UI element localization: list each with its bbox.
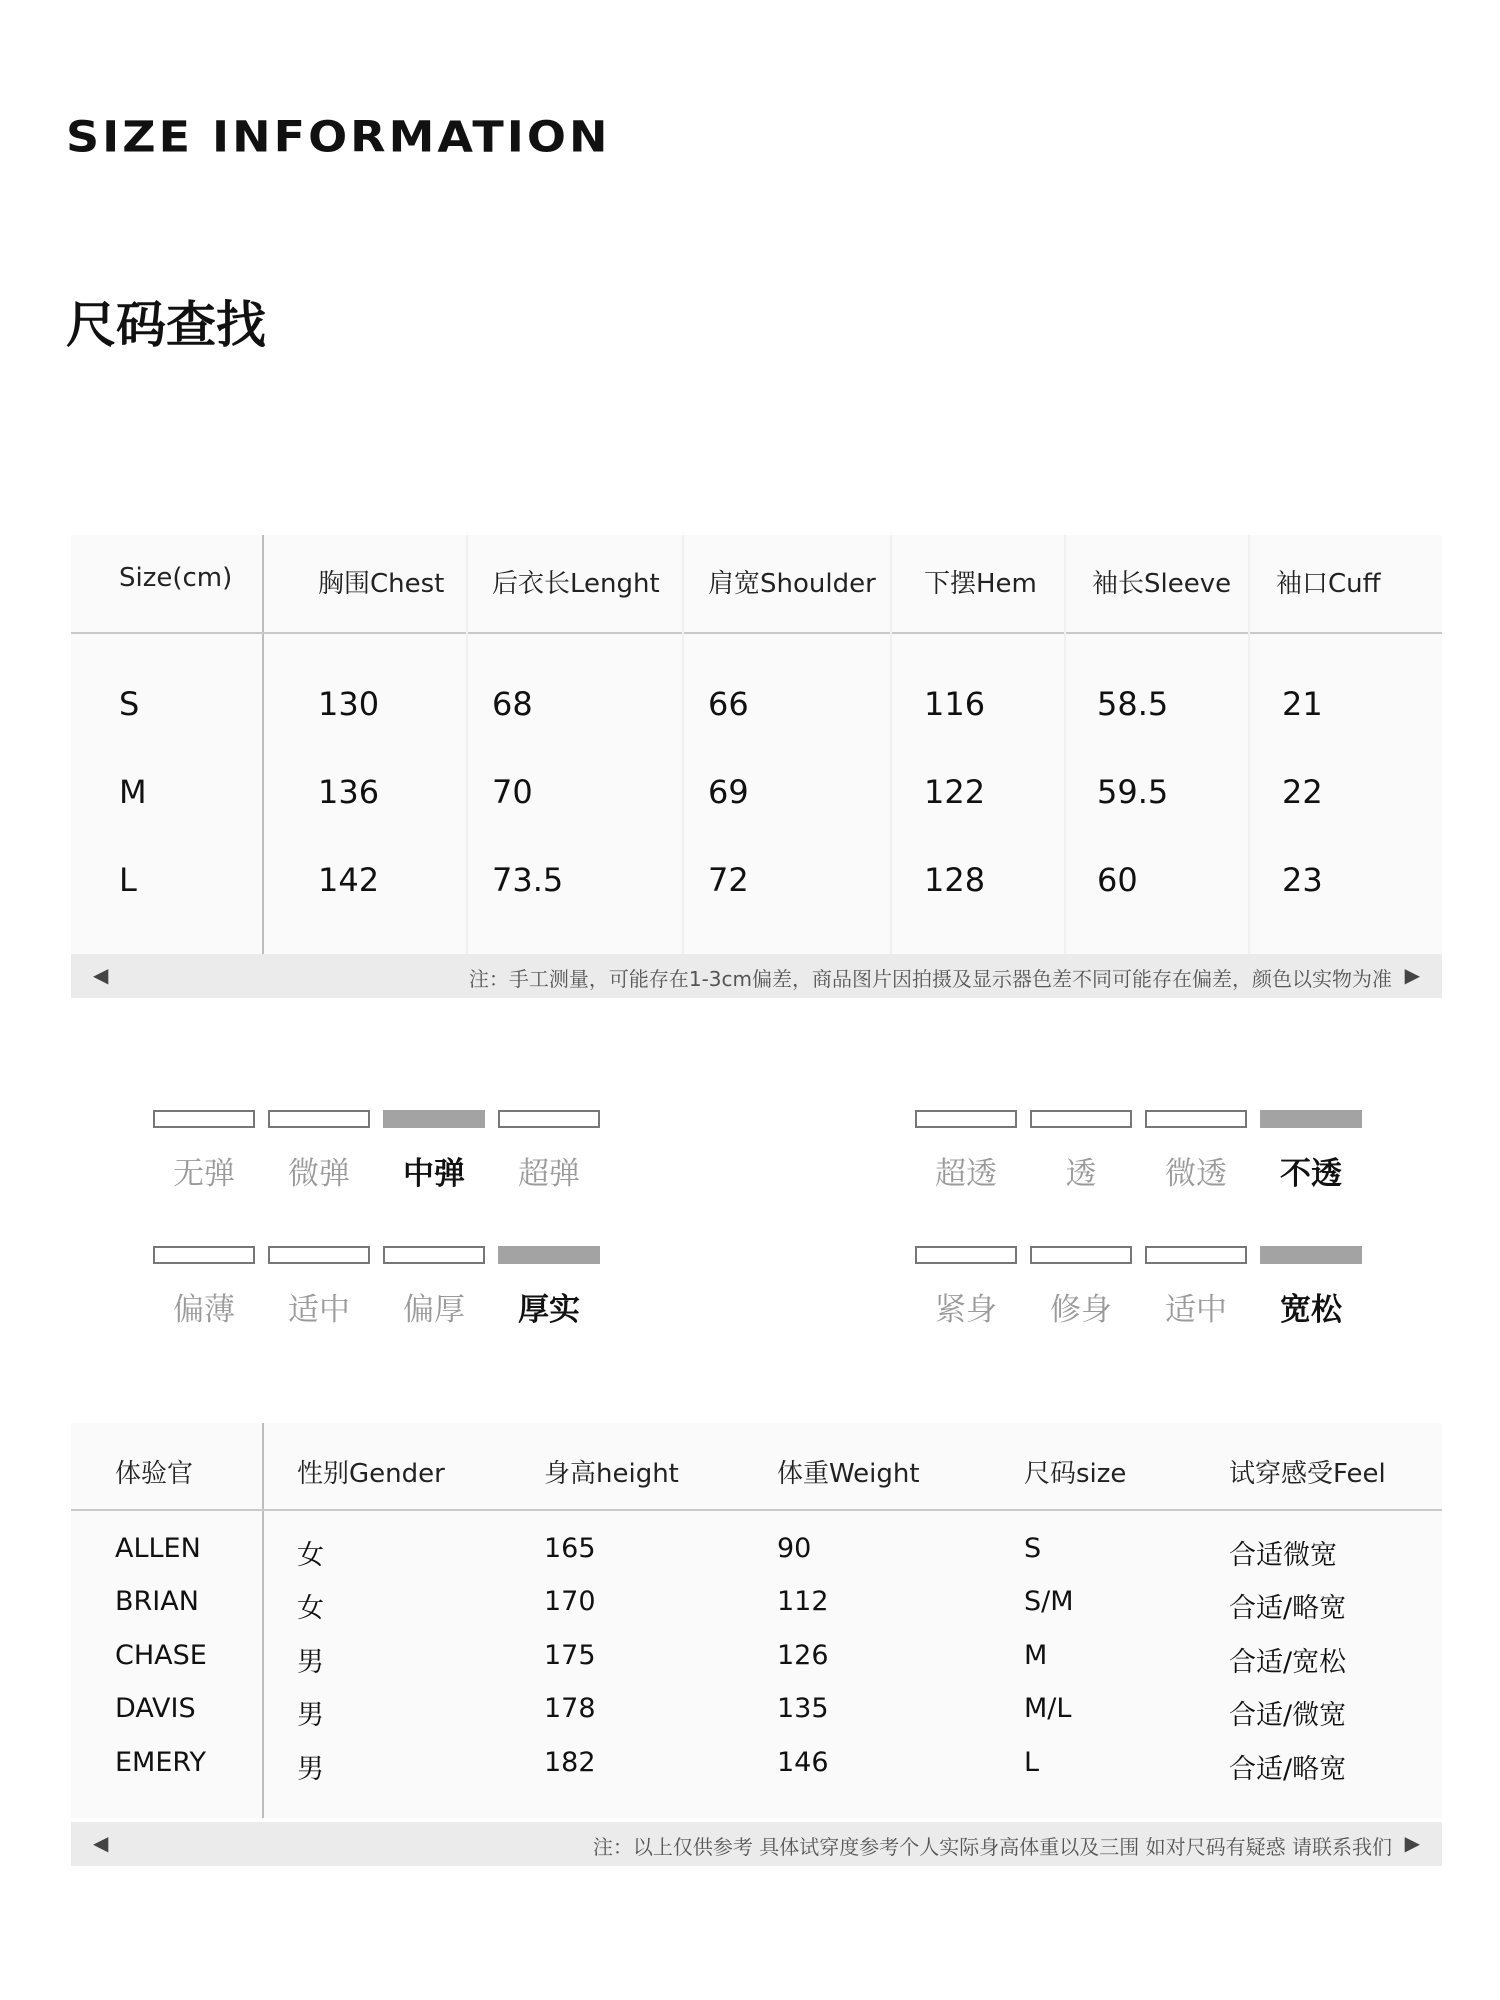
table-cell: 合适/宽松 — [1229, 1647, 1347, 1678]
scale-label: 透 — [1065, 1156, 1097, 1192]
table-cell: M — [119, 773, 147, 811]
table-cell: 182 — [544, 1747, 596, 1778]
scale-label: 偏厚 — [403, 1292, 465, 1328]
table-cell: 136 — [318, 773, 380, 811]
table-cell: 70 — [492, 773, 533, 811]
feel-col-header: 试穿感受Feel — [1229, 1459, 1386, 1489]
height-col-header: 身高height — [544, 1459, 679, 1489]
scale-label: 修身 — [1050, 1292, 1112, 1328]
length-col-header: 后衣长Lenght — [492, 569, 660, 599]
table-cell: L — [119, 861, 137, 899]
scale-segment — [1145, 1246, 1247, 1264]
table-cell: 142 — [318, 861, 380, 899]
table-cell: L — [1024, 1747, 1040, 1778]
table-cell: 69 — [708, 773, 749, 811]
chest-col-header: 胸围Chest — [318, 569, 445, 599]
table-cell: 126 — [777, 1640, 829, 1671]
size-note-text: 注：手工测量，可能存在1-3cm偏差，商品图片因拍摄及显示器色差不同可能存在偏差，颜色以实物为准 — [468, 967, 1392, 991]
table-cell: 178 — [544, 1693, 596, 1724]
size-table — [71, 535, 1442, 955]
table-cell: S/M — [1024, 1586, 1074, 1617]
table-cell: 73.5 — [492, 861, 564, 899]
table-cell: 女 — [297, 1540, 324, 1571]
size-col-header: 尺码size — [1024, 1459, 1127, 1489]
scale-label: 无弹 — [173, 1156, 235, 1192]
tester-name: BRIAN — [115, 1586, 199, 1617]
scale-label: 宽松 — [1280, 1292, 1342, 1328]
scale-segment — [1260, 1110, 1362, 1128]
hem-col-header: 下摆Hem — [924, 569, 1037, 599]
table-cell: 合适/微宽 — [1229, 1700, 1347, 1731]
scale-segment — [153, 1246, 255, 1264]
table-cell: 60 — [1097, 861, 1138, 899]
scale-segment — [268, 1246, 370, 1264]
scale-segment — [1030, 1110, 1132, 1128]
table-cell: 合适/略宽 — [1229, 1593, 1347, 1624]
arrow-left-icon[interactable]: ◀ — [93, 1831, 109, 1855]
tester-name: DAVIS — [115, 1693, 196, 1724]
page-headline: SIZE INFORMATION — [66, 112, 611, 162]
size-col-header: Size(cm) — [119, 563, 233, 593]
table-cell: 146 — [777, 1747, 829, 1778]
table-cell: 合适微宽 — [1229, 1540, 1337, 1571]
scale-segment — [383, 1110, 485, 1128]
scale-segment — [498, 1246, 600, 1264]
scale-label: 厚实 — [518, 1292, 580, 1328]
table-cell: M/L — [1024, 1693, 1072, 1724]
table-cell: 116 — [924, 685, 986, 723]
scale-label: 适中 — [288, 1292, 350, 1328]
scale-segment — [1030, 1246, 1132, 1264]
table-cell: S — [1024, 1533, 1042, 1564]
scale-label: 适中 — [1165, 1292, 1227, 1328]
tester-note-bar[interactable] — [71, 1822, 1442, 1866]
table-cell: 23 — [1282, 861, 1323, 899]
scale-label: 超透 — [935, 1156, 997, 1192]
scale-segment — [915, 1246, 1017, 1264]
tester-note-text: 注：以上仅供参考 具体试穿度参考个人实际身高体重以及三围 如对尺码有疑惑 请联系我们 — [592, 1835, 1392, 1859]
scale-segment — [153, 1110, 255, 1128]
table-cell: 72 — [708, 861, 749, 899]
tester-col-header: 体验官 — [115, 1459, 194, 1489]
table-cell: 112 — [777, 1586, 829, 1617]
table-cell: 66 — [708, 685, 749, 723]
scale-segment — [1260, 1246, 1362, 1264]
table-cell: 122 — [924, 773, 986, 811]
scale-segment — [1145, 1110, 1247, 1128]
scale-label: 超弹 — [518, 1156, 580, 1192]
arrow-left-icon[interactable]: ◀ — [93, 963, 109, 987]
tester-name: CHASE — [115, 1640, 207, 1671]
table-cell: 58.5 — [1097, 685, 1169, 723]
scale-label: 不透 — [1280, 1156, 1342, 1192]
table-cell: 男 — [297, 1754, 324, 1785]
table-cell: M — [1024, 1640, 1048, 1671]
cuff-col-header: 袖口Cuff — [1276, 569, 1381, 599]
table-cell: 22 — [1282, 773, 1323, 811]
table-cell: 165 — [544, 1533, 596, 1564]
size-note-bar[interactable] — [71, 954, 1442, 998]
tester-name: EMERY — [115, 1747, 206, 1778]
weight-col-header: 体重Weight — [777, 1459, 920, 1489]
table-cell: 135 — [777, 1693, 829, 1724]
scale-segment — [915, 1110, 1017, 1128]
sleeve-col-header: 袖长Sleeve — [1092, 569, 1232, 599]
scale-label: 微透 — [1165, 1156, 1227, 1192]
shoulder-col-header: 肩宽Shoulder — [708, 569, 876, 599]
tester-table — [71, 1423, 1442, 1818]
table-cell: 90 — [777, 1533, 812, 1564]
table-cell: 175 — [544, 1640, 596, 1671]
table-cell: 68 — [492, 685, 533, 723]
tester-name: ALLEN — [115, 1533, 201, 1564]
scale-segment — [383, 1246, 485, 1264]
table-cell: 合适/略宽 — [1229, 1754, 1347, 1785]
table-cell: 130 — [318, 685, 380, 723]
scale-label: 中弹 — [403, 1156, 465, 1192]
gender-col-header: 性别Gender — [297, 1459, 445, 1489]
table-cell: 男 — [297, 1647, 324, 1678]
scale-label: 偏薄 — [173, 1292, 235, 1328]
table-cell: 21 — [1282, 685, 1323, 723]
table-cell: 女 — [297, 1593, 324, 1624]
scale-label: 紧身 — [935, 1292, 997, 1328]
table-cell: 59.5 — [1097, 773, 1169, 811]
table-cell: S — [119, 685, 140, 723]
table-cell: 170 — [544, 1586, 596, 1617]
arrow-right-icon[interactable]: ▶ — [1404, 1831, 1420, 1855]
page-subtitle: 尺码查找 — [66, 296, 266, 354]
arrow-right-icon[interactable]: ▶ — [1404, 963, 1420, 987]
scale-segment — [268, 1110, 370, 1128]
table-cell: 128 — [924, 861, 986, 899]
scale-segment — [498, 1110, 600, 1128]
table-cell: 男 — [297, 1700, 324, 1731]
scale-label: 微弹 — [288, 1156, 350, 1192]
